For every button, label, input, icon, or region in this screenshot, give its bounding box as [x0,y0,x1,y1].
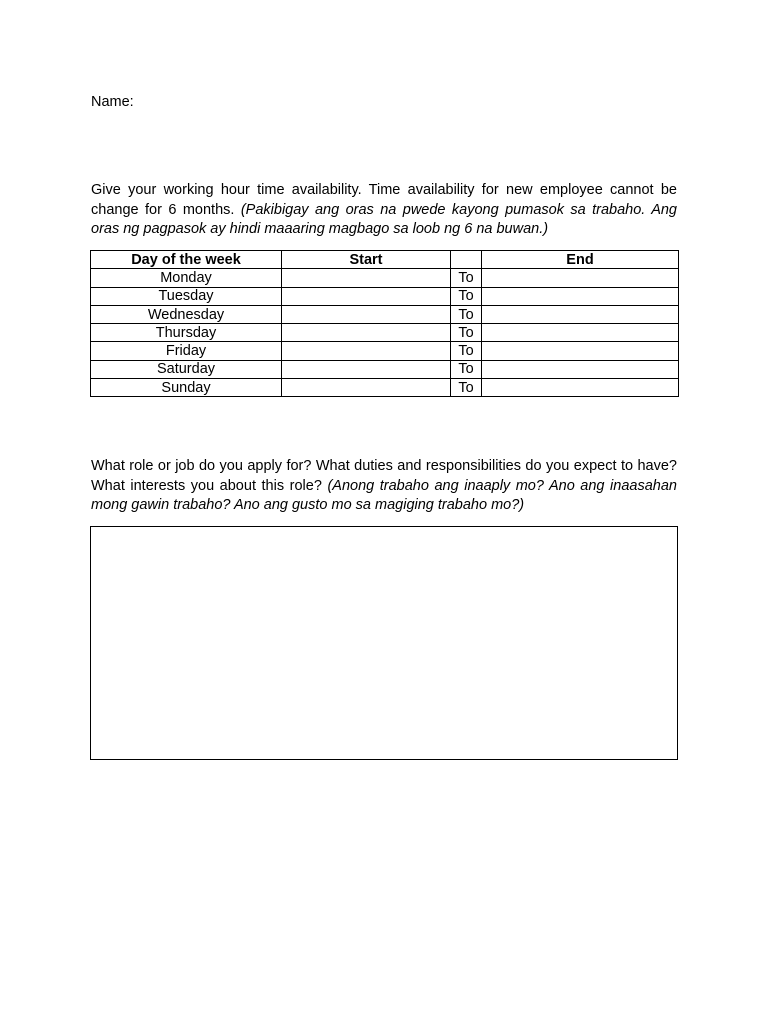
to-cell: To [451,342,482,360]
end-cell[interactable] [482,324,679,342]
header-end: End [482,251,679,269]
start-cell[interactable] [282,324,451,342]
role-answer-box[interactable] [90,526,678,760]
day-cell: Sunday [91,379,282,397]
table-row [91,287,679,305]
to-cell: To [451,305,482,323]
availability-text: Give your working hour time availability. Time availability for new employee cannot be change for 6 months. [91,182,677,218]
start-cell[interactable] [282,379,451,397]
start-cell[interactable] [282,287,451,305]
start-cell[interactable] [282,269,451,287]
day-cell: Thursday [91,324,282,342]
start-cell[interactable] [282,305,451,323]
to-cell: To [451,324,482,342]
table-row [91,360,679,378]
header-separator [451,251,482,269]
availability-table [90,250,679,397]
header-day: Day of the week [91,251,282,269]
role-question [91,457,677,516]
end-cell[interactable] [482,342,679,360]
start-cell[interactable] [282,342,451,360]
table-row [91,269,679,287]
end-cell[interactable] [482,360,679,378]
table-row [91,342,679,360]
day-cell: Monday [91,269,282,287]
table-header-row [91,251,679,269]
day-cell: Friday [91,342,282,360]
role-question-text-tagalog: (Anong trabaho ang inaaply mo? Ano ang inaasahan mong gawin trabaho? Ano ang gusto mo sa magiging trabaho mo?) [91,477,677,513]
to-cell: To [451,269,482,287]
availability-text-tagalog: (Pakibigay ang oras na pwede kayong pumasok sa trabaho. Ang oras ng pagpasok ay hindi maaaring magbago sa loob ng 6 na buwan.) [91,201,678,237]
table-row [91,379,679,397]
to-cell: To [451,379,482,397]
to-cell: To [451,287,482,305]
start-cell[interactable] [282,360,451,378]
table-row [91,305,679,323]
end-cell[interactable] [482,287,679,305]
availability-instructions [91,181,677,240]
end-cell[interactable] [482,269,679,287]
table-row [91,324,679,342]
day-cell: Wednesday [91,305,282,323]
to-cell: To [451,360,482,378]
day-cell: Tuesday [91,287,282,305]
day-cell: Saturday [91,360,282,378]
header-start: Start [282,251,451,269]
end-cell[interactable] [482,305,679,323]
name-label: Name: [91,94,134,110]
role-question-text: What role or job do you apply for? What duties and responsibilities do you expect to have? What interests you about this role? [91,458,677,494]
end-cell[interactable] [482,379,679,397]
